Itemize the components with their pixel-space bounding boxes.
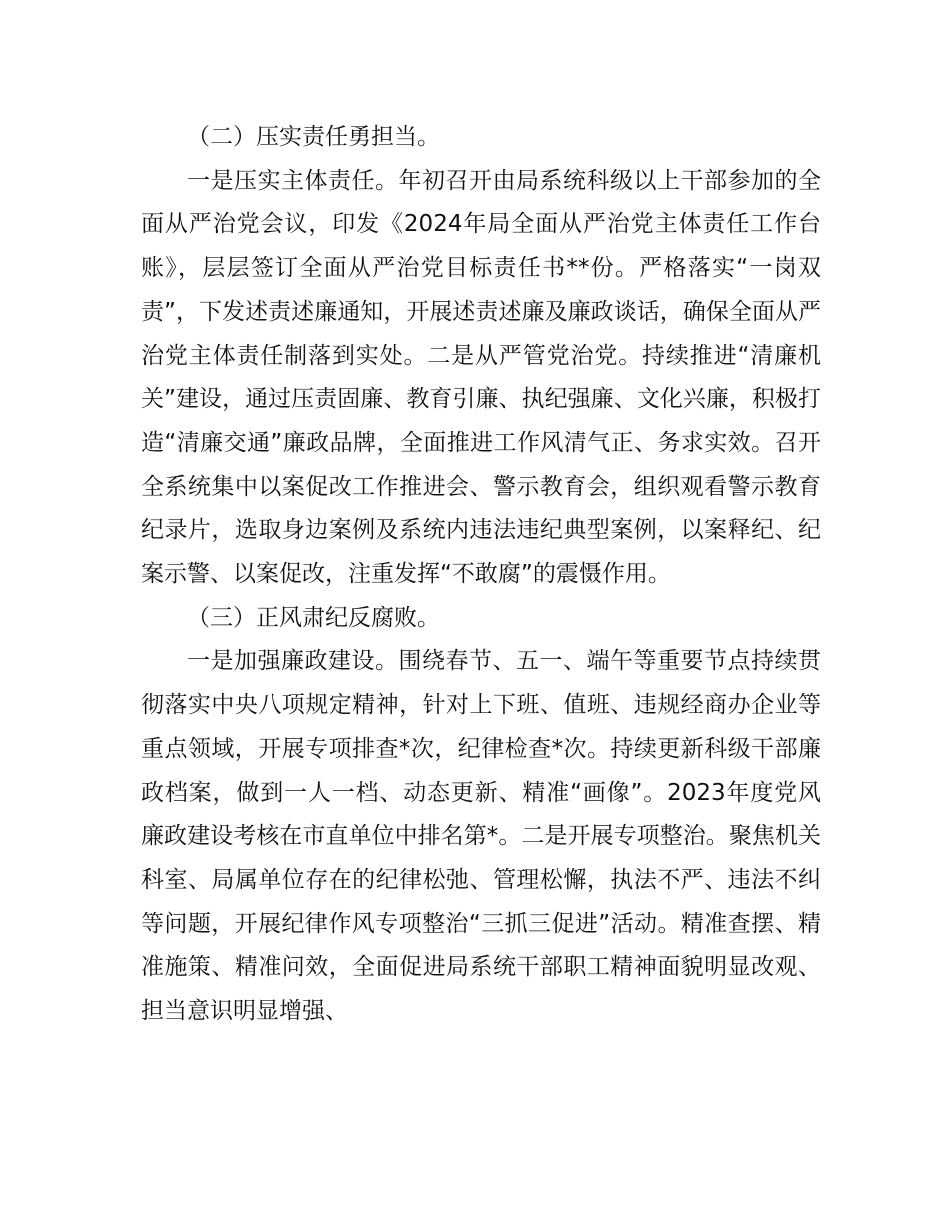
section-paragraph-2: 一是压实主体责任。年初召开由局系统科级以上干部参加的全面从严治党会议，印发《2024年局全面从严治党主体责任工作台账》，层层签订全面从严治党目标责任书**份。严格落实“一岗双责”，下发述责述廉通知，开展述责述廉及廉政谈话，确保全面从严治党主体责任制落到实处。二是从严管党治党。持续推进“清廉机关”建设，通过压责固廉、教育引廉、执纪强廉、文化兴廉，积极打造“清廉交通”廉政品牌，全面推进工作风清气正、务求实效。召开全系统集中以案促改工作推进会、警示教育会，组织观看警示教育纪录片，选取身边案例及系统内违法违纪典型案例，以案释纪、纪案示警、以案促改，注重发挥“不敢腐”的震慑作用。 — [141, 167, 821, 588]
section-paragraph-3: 一是加强廉政建设。围绕春节、五一、端午等重要节点持续贯彻落实中央八项规定精神，针对上下班、值班、违规经商办企业等重点领域，开展专项排查*次，纪律检查*次。持续更新科级干部廉政档案，做到一人一档、动态更新、精准“画像”。2023年度党风廉政建设考核在市直单位中排名第*。二是开展专项整治。聚焦机关科室、局属单位存在的纪律松弛、管理松懈，执法不严、违法不纠等问题，开展纪律作风专项整治“三抓三促进”活动。精准查摆、精准施策、精准问效，全面促进局系统干部职工精神面貌明显改观、担当意识明显增强、 — [141, 648, 821, 1025]
section-heading-3: （三）正风肃纪反腐败。 — [187, 604, 440, 631]
section-heading-2: （二）压实责任勇担当。 — [187, 124, 440, 150]
document-page — [141, 116, 821, 1034]
